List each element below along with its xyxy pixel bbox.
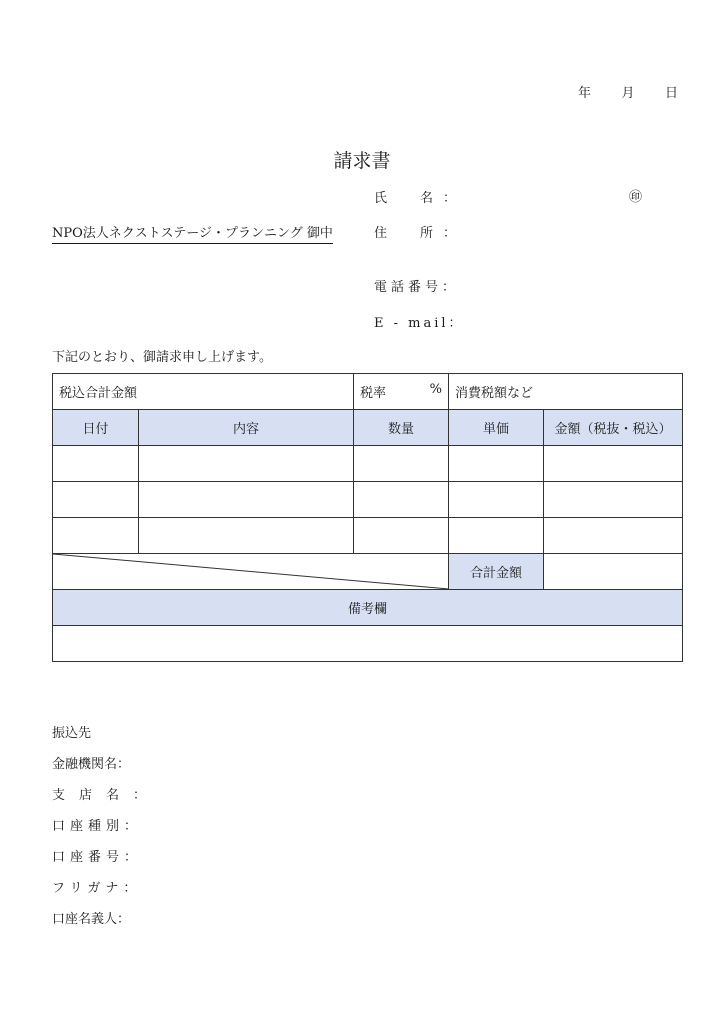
bank-field-account-number: 口座番号： bbox=[52, 850, 143, 865]
diagonal-blank-cell bbox=[53, 554, 449, 590]
notes-body-row bbox=[53, 626, 683, 662]
cell-content[interactable] bbox=[139, 518, 354, 554]
cell-quantity[interactable] bbox=[354, 482, 449, 518]
issuer-address-label: 住 所： bbox=[374, 226, 467, 241]
header-amount: 金額（税抜・税込） bbox=[544, 410, 683, 446]
total-label-cell: 合計金額 bbox=[449, 554, 544, 590]
date-year: 年 bbox=[578, 86, 592, 101]
header-unit-price: 単価 bbox=[449, 410, 544, 446]
bank-field-account-holder: 口座名義人： bbox=[52, 912, 131, 927]
cell-date[interactable] bbox=[53, 446, 139, 482]
consumption-tax-cell bbox=[449, 374, 683, 410]
date-day: 日 bbox=[664, 86, 678, 101]
bank-field-institution: 金融機関名： bbox=[52, 757, 131, 772]
consumption-tax-label: 消費税額など bbox=[455, 386, 534, 401]
bank-field-furigana: フリガナ： bbox=[52, 881, 142, 896]
summary-row bbox=[53, 374, 683, 410]
issuer-phone-label: 電話番号： bbox=[374, 280, 460, 295]
bank-field-branch: 支店名： bbox=[52, 788, 161, 803]
percent-sign: % bbox=[429, 382, 443, 397]
cell-amount[interactable] bbox=[544, 518, 683, 554]
notes-label: 備考欄 bbox=[53, 590, 683, 626]
tax-rate-cell bbox=[354, 374, 449, 410]
cell-quantity[interactable] bbox=[354, 518, 449, 554]
cell-content[interactable] bbox=[139, 482, 354, 518]
header-quantity: 数量 bbox=[354, 410, 449, 446]
table-row bbox=[53, 518, 683, 554]
seal-mark: ㊞ bbox=[629, 190, 643, 205]
total-incl-tax-label: 税込合計金額 bbox=[59, 386, 138, 401]
notes-header-row bbox=[53, 590, 683, 626]
client-name: NPO法人ネクストステージ・プランニング 御中 bbox=[52, 222, 333, 244]
date-month: 月 bbox=[621, 86, 635, 101]
document-title: 請求書 bbox=[333, 150, 391, 172]
diagonal-line bbox=[53, 554, 449, 589]
header-date: 日付 bbox=[53, 410, 139, 446]
cell-unit-price[interactable] bbox=[449, 518, 544, 554]
cell-content[interactable] bbox=[139, 446, 354, 482]
cell-unit-price[interactable] bbox=[449, 446, 544, 482]
total-row bbox=[53, 554, 683, 590]
total-incl-tax-cell bbox=[53, 374, 354, 410]
invoice-table bbox=[52, 373, 683, 662]
table-row bbox=[53, 446, 683, 482]
issuer-name-label: 氏 名： bbox=[374, 191, 467, 206]
header-content: 内容 bbox=[139, 410, 354, 446]
cell-unit-price[interactable] bbox=[449, 482, 544, 518]
cell-quantity[interactable] bbox=[354, 446, 449, 482]
cell-date[interactable] bbox=[53, 482, 139, 518]
intro-text: 下記のとおり、御請求申し上げます。 bbox=[52, 350, 272, 365]
date-line bbox=[578, 82, 678, 101]
tax-rate-label: 税率 bbox=[360, 386, 387, 401]
header-row bbox=[53, 410, 683, 446]
bank-field-account-type: 口座種別： bbox=[52, 819, 143, 834]
total-amount-cell[interactable] bbox=[544, 554, 683, 590]
bank-title: 振込先 bbox=[52, 726, 92, 741]
issuer-email-label: E - mail： bbox=[374, 316, 465, 331]
cell-amount[interactable] bbox=[544, 482, 683, 518]
cell-amount[interactable] bbox=[544, 446, 683, 482]
notes-area[interactable] bbox=[53, 626, 683, 662]
cell-date[interactable] bbox=[53, 518, 139, 554]
table-row bbox=[53, 482, 683, 518]
